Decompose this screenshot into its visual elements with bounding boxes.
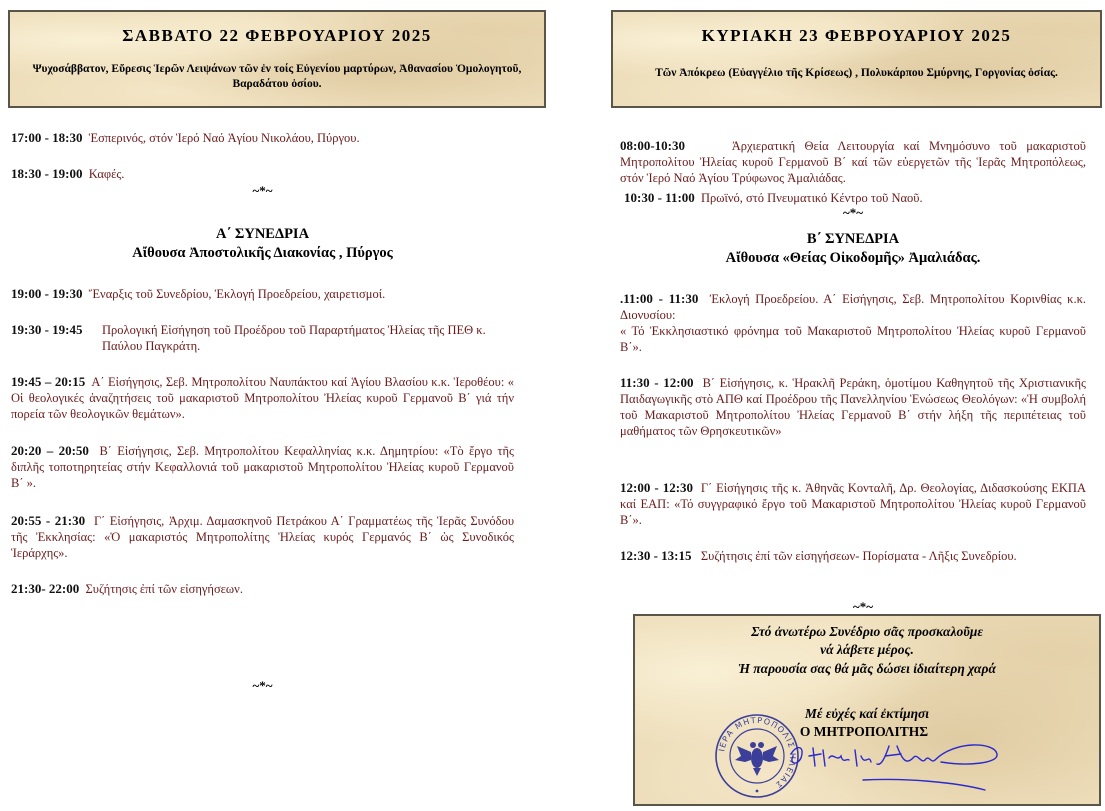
invitation-line: Στό ἀνωτέρω Συνέδριο σᾶς προσκαλοῦμε bbox=[751, 624, 983, 639]
entry-time: 10:30 - 11:00 bbox=[624, 190, 695, 205]
entry-time: 20:20 – 20:50 bbox=[11, 443, 89, 458]
entry-time: 19:00 - 19:30 bbox=[11, 286, 83, 301]
closing-line: Μέ εὐχές καί ἐκτίμησι bbox=[804, 706, 930, 721]
entry-text: Β΄ Εἰσήγησις, κ. Ἡρακλῆ Ρεράκη, ὁμοτίμου Καθηγητοῦ τῆς Χριστιανικῆς Παιδαγωγικῆς στὸ ΑΠΘ καί Προέδρου τῆς Πανελληνίου Ἑνώσεως Θεολόγων: «Ἡ συμβολή τοῦ Μακαριστοῦ Μητροπολίτου Ἠλείας Γερμανοῦ Β΄ στήν λήξη τῆς περιπέτειας τοῦ μαθήματος τῶν Θρησκευτικῶν» bbox=[620, 376, 1086, 438]
entry-text: Ἐκλογή Προεδρείου. Α΄ Εἰσήγησις, Σεβ. Μητροπολίτου Κορινθίας κ.κ. Διονυσίου: bbox=[620, 292, 1086, 322]
program-entry bbox=[620, 138, 1086, 186]
program-entry bbox=[11, 581, 514, 597]
entry-text: Β΄ Εἰσήγησις, Σεβ. Μητροπολίτου Κεφαλληνίας κ.κ. Δημητρίου: «Τὸ ἔργο τῆς διπλῆς τοποτηρητείας στήν Κεφαλλονιά τοῦ μακαριστοῦ Μητροπολίτου Ἠλείας κυροῦ Γερμανοῦ Β΄ ». bbox=[11, 444, 514, 490]
sunday-title: ΚΥΡΙΑΚΗ 23 ΦΕΒΡΟΥΑΡΙΟΥ 2025 bbox=[701, 26, 1012, 45]
session-title: Α΄ ΣΥΝΕΔΡΙΑ bbox=[215, 226, 310, 242]
session-title: Β΄ ΣΥΝΕΔΡΙΑ bbox=[806, 231, 900, 247]
entry-time: 19:30 - 19:45 bbox=[11, 322, 83, 337]
entry-text: Συζήτησις ἐπί τῶν εἰσηγήσεων. bbox=[85, 582, 243, 596]
program-entry bbox=[624, 190, 1086, 206]
entry-time: 19:45 – 20:15 bbox=[11, 374, 86, 389]
entry-text: Προλογική Εἰσήγηση τοῦ Προέδρου τοῦ Παραρτήματος Ἠλείας τῆς ΠΕΘ κ. Παύλου Παγκράτη. bbox=[102, 323, 486, 353]
entry-time: 11:30 - 12:00 bbox=[620, 375, 694, 390]
entry-time: 17:00 - 18:30 bbox=[11, 130, 83, 145]
entry-text: Συζήτησις ἐπί τῶν εἰσηγήσεων- Πορίσματα - Λῆξις Συνεδρίου. bbox=[700, 549, 1017, 563]
separator: ~*~ bbox=[852, 599, 874, 614]
entry-time: 20:55 - 21:30 bbox=[11, 513, 86, 528]
entry-text: Α΄ Εἰσήγησις, Σεβ. Μητροπολίτου Ναυπάκτου καί Ἁγίου Βλασίου κ.κ. Ἱεροθέου: « Οἱ θεολογικές ἀναζητήσεις τοῦ μακαριστοῦ Μητροπολίτου Ἠλείας κυροῦ Γερμανοῦ Β΄ γιά τήν πορεία τῶν θεολογικῶν θεμάτων». bbox=[11, 375, 514, 421]
program-entry bbox=[620, 548, 1086, 564]
separator: ~*~ bbox=[252, 678, 273, 693]
saturday-subtitle: Ψυχοσάββατον, Εὕρεσις Ἱερῶν Λειψάνων τῶν ἐν τοίς Εὐγενίου μαρτύρων, Ἀθανασίου Ὁμολογητοῦ, Βαραδάτου ὁσίου. bbox=[32, 63, 522, 90]
entry-time: 12:30 - 13:15 bbox=[620, 548, 692, 563]
entry-time: .11:00 - 11:30 bbox=[620, 291, 699, 306]
entry-text: Ἔναρξις τοῦ Συνεδρίου, Ἐκλογή Προεδρείου, χαιρετισμοί. bbox=[88, 287, 386, 301]
program-entry bbox=[11, 322, 514, 353]
entry-text-continued: « Τό Ἐκκλησιαστικό φρόνημα τοῦ Μακαριστοῦ Μητροπολίτου Ἠλείας κυροῦ Γερμανοῦ Β΄». bbox=[620, 324, 1086, 354]
session-venue: Αἴθουσα «Θείας Οἰκοδομῆς» Ἀμαλιάδας. bbox=[725, 250, 981, 266]
invitation-box bbox=[633, 614, 1101, 806]
program-entry bbox=[11, 513, 514, 561]
entry-text: Πρωϊνό, στό Πνευματικό Κέντρο τοῦ Ναοῦ. bbox=[701, 191, 923, 205]
signature-icon bbox=[785, 736, 1005, 796]
invitation-line: νά λάβετε μέρος. bbox=[820, 642, 914, 657]
entry-text: Ἑσπερινός, στόν Ἱερό Ναό Ἁγίου Νικολάου, Πύργου. bbox=[88, 131, 360, 145]
program-entry bbox=[620, 375, 1086, 439]
program-entry bbox=[11, 130, 514, 146]
separator: ~*~ bbox=[842, 205, 864, 220]
entry-text: Καφές. bbox=[88, 167, 125, 181]
entry-time: 18:30 - 19:00 bbox=[11, 166, 83, 181]
sunday-header-box bbox=[611, 10, 1102, 108]
signatory: Ο ΜΗΤΡΟΠΟΛΙΤΗΣ bbox=[799, 724, 929, 739]
svg-text:ΙΕΡΑ ΜΗΤΡΟΠΟΛΙΣ ΗΛΕΙΑΣ: ΙΕΡΑ ΜΗΤΡΟΠΟΛΙΣ ΗΛΕΙΑΣ bbox=[717, 715, 798, 790]
invitation-line: Ἡ παρουσία σας θά μᾶς δώσει ἰδιαίτερη χαρά bbox=[738, 661, 996, 676]
separator: ~*~ bbox=[252, 183, 273, 198]
sunday-subtitle: Τῶν Ἀπόκρεω (Εὐαγγέλιο τῆς Κρίσεως) , Πολυκάρπου Σμύρνης, Γοργονίας ὁσίας. bbox=[655, 67, 1058, 79]
program-entry bbox=[11, 443, 514, 491]
program-entry bbox=[620, 480, 1086, 528]
entry-time: 12:00 - 12:30 bbox=[620, 480, 694, 495]
entry-time: 08:00-10:30 bbox=[620, 138, 685, 153]
entry-text: Γ΄ Εἰσήγησις, Ἀρχιμ. Δαμασκηνοῦ Πετράκου Α΄ Γραμματέως τῆς Ἱερᾶς Συνόδου τῆς Ἐκκλησίας: «Ὁ μακαριστός Μητροπολίτης Ἠλείας κυρός Γερμανός Β΄ ὡς Συνοδικός Ἱεράρχης». bbox=[11, 514, 515, 560]
entry-text: Ἀρχιερατική Θεία Λειτουργία καί Μνημόσυνο τοῦ μακαριστοῦ Μητροπολίτου Ἠλείας κυροῦ Γερμανοῦ Β΄ καί τῶν εὐεργετῶν τῆς Ἱερᾶς Μητροπόλεως, στόν Ἱερό Ναό Ἁγίου Τρύφωνος Ἀμαλιάδας. bbox=[620, 139, 1086, 185]
session-venue: Αἴθουσα Ἀποστολικῆς Διακονίας , Πύργος bbox=[132, 245, 393, 261]
program-entry bbox=[11, 286, 514, 302]
entry-text: Γ΄ Εἰσήγησις τῆς κ. Ἀθηνᾶς Κονταλῆ, Δρ. Θεολογίας, Διδασκούσης ΕΚΠΑ καί ΕΑΠ: «Τό συγγραφικό ἔργο τοῦ Μακαριστοῦ Μητροπολίτου Ἠλείας κυροῦ Γερμανοῦ Β΄». bbox=[620, 481, 1086, 527]
saturday-title: ΣΑΒΒΑΤΟ 22 ΦΕΒΡΟΥΑΡΙΟΥ 2025 bbox=[122, 26, 432, 45]
program-entry bbox=[11, 166, 514, 182]
saturday-header-box bbox=[8, 10, 546, 108]
program-entry bbox=[620, 291, 1086, 355]
program-entry bbox=[11, 374, 514, 422]
entry-time: 21:30- 22:00 bbox=[11, 581, 80, 596]
